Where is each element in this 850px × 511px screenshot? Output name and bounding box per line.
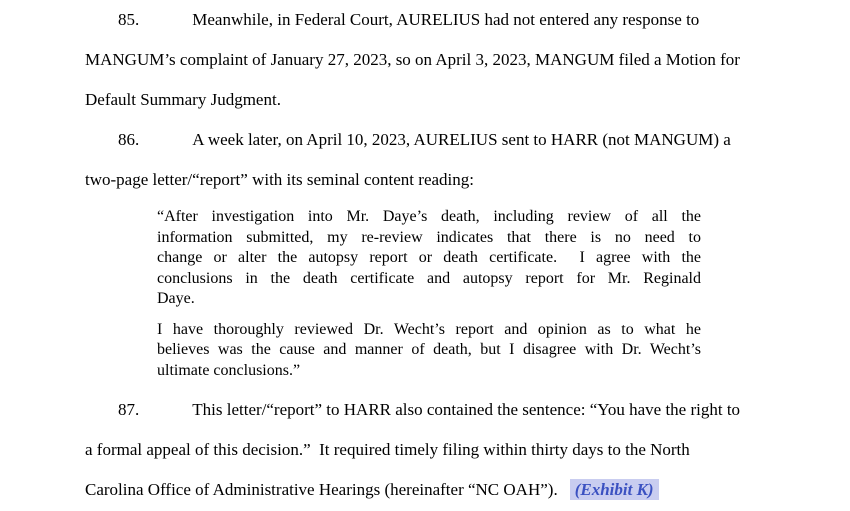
paragraph-85-line-2 [85, 40, 850, 80]
quote-line: change or alter the autopsy report or death certificate. I agree with the [157, 249, 701, 266]
paragraph-86-line-2 [85, 160, 850, 200]
paragraph-number: 87. [118, 400, 140, 419]
quote-line: information submitted, my re-review indicates that there is no need to [157, 228, 701, 246]
paragraph-text: a formal appeal of this decision.” It required timely filing within thirty days to the North [85, 440, 690, 459]
quote-line: ultimate conclusions.” [157, 361, 301, 379]
quote-line: believes was the cause and manner of death, but I disagree with Dr. Wecht’s [157, 341, 701, 358]
paragraph-number: 86. [118, 130, 140, 149]
paragraph-85-line-1 [85, 0, 850, 40]
quote-line: “After investigation into Mr. Daye’s death, including review of all the [157, 208, 701, 225]
paragraph-text: A week later, on April 10, 2023, AURELIUS sent to HARR (not MANGUM) a [192, 130, 731, 149]
paragraph-87-line-2 [85, 430, 850, 470]
paragraph-text: Carolina Office of Administrative Hearings (hereinafter “NC OAH”). [85, 480, 558, 499]
paragraph-number: 85. [118, 10, 140, 29]
quote-line: I have thoroughly reviewed Dr. Wecht’s report and opinion as to what he [157, 320, 701, 338]
paragraph-85-line-3 [85, 80, 850, 120]
paragraph-text: MANGUM’s complaint of January 27, 2023, so on April 3, 2023, MANGUM filed a Motion for [85, 50, 740, 69]
paragraph-text: two-page letter/“report” with its seminal content reading: [85, 170, 474, 189]
quote-line: conclusions in the death certificate and autopsy report for Mr. Reginald [157, 269, 701, 287]
paragraph-85 [85, 0, 850, 120]
paragraph-text: This letter/“report” to HARR also contained the sentence: “You have the right to [192, 400, 741, 419]
quote-line: Daye. [157, 290, 195, 307]
paragraph-text: Meanwhile, in Federal Court, AURELIUS had not entered any response to [192, 10, 700, 29]
paragraph-text: Default Summary Judgment. [85, 90, 281, 109]
blockquote-paragraph-1 [157, 207, 701, 310]
paragraph-87-line-3 [85, 470, 850, 510]
exhibit-k-link[interactable]: (Exhibit K) [570, 479, 659, 500]
letter-blockquote [157, 207, 701, 381]
paragraph-87-line-1 [85, 390, 850, 430]
paragraph-86-line-1 [85, 120, 850, 160]
blockquote-paragraph-2 [157, 320, 701, 382]
paragraph-86 [85, 120, 850, 200]
paragraph-87 [85, 390, 850, 510]
